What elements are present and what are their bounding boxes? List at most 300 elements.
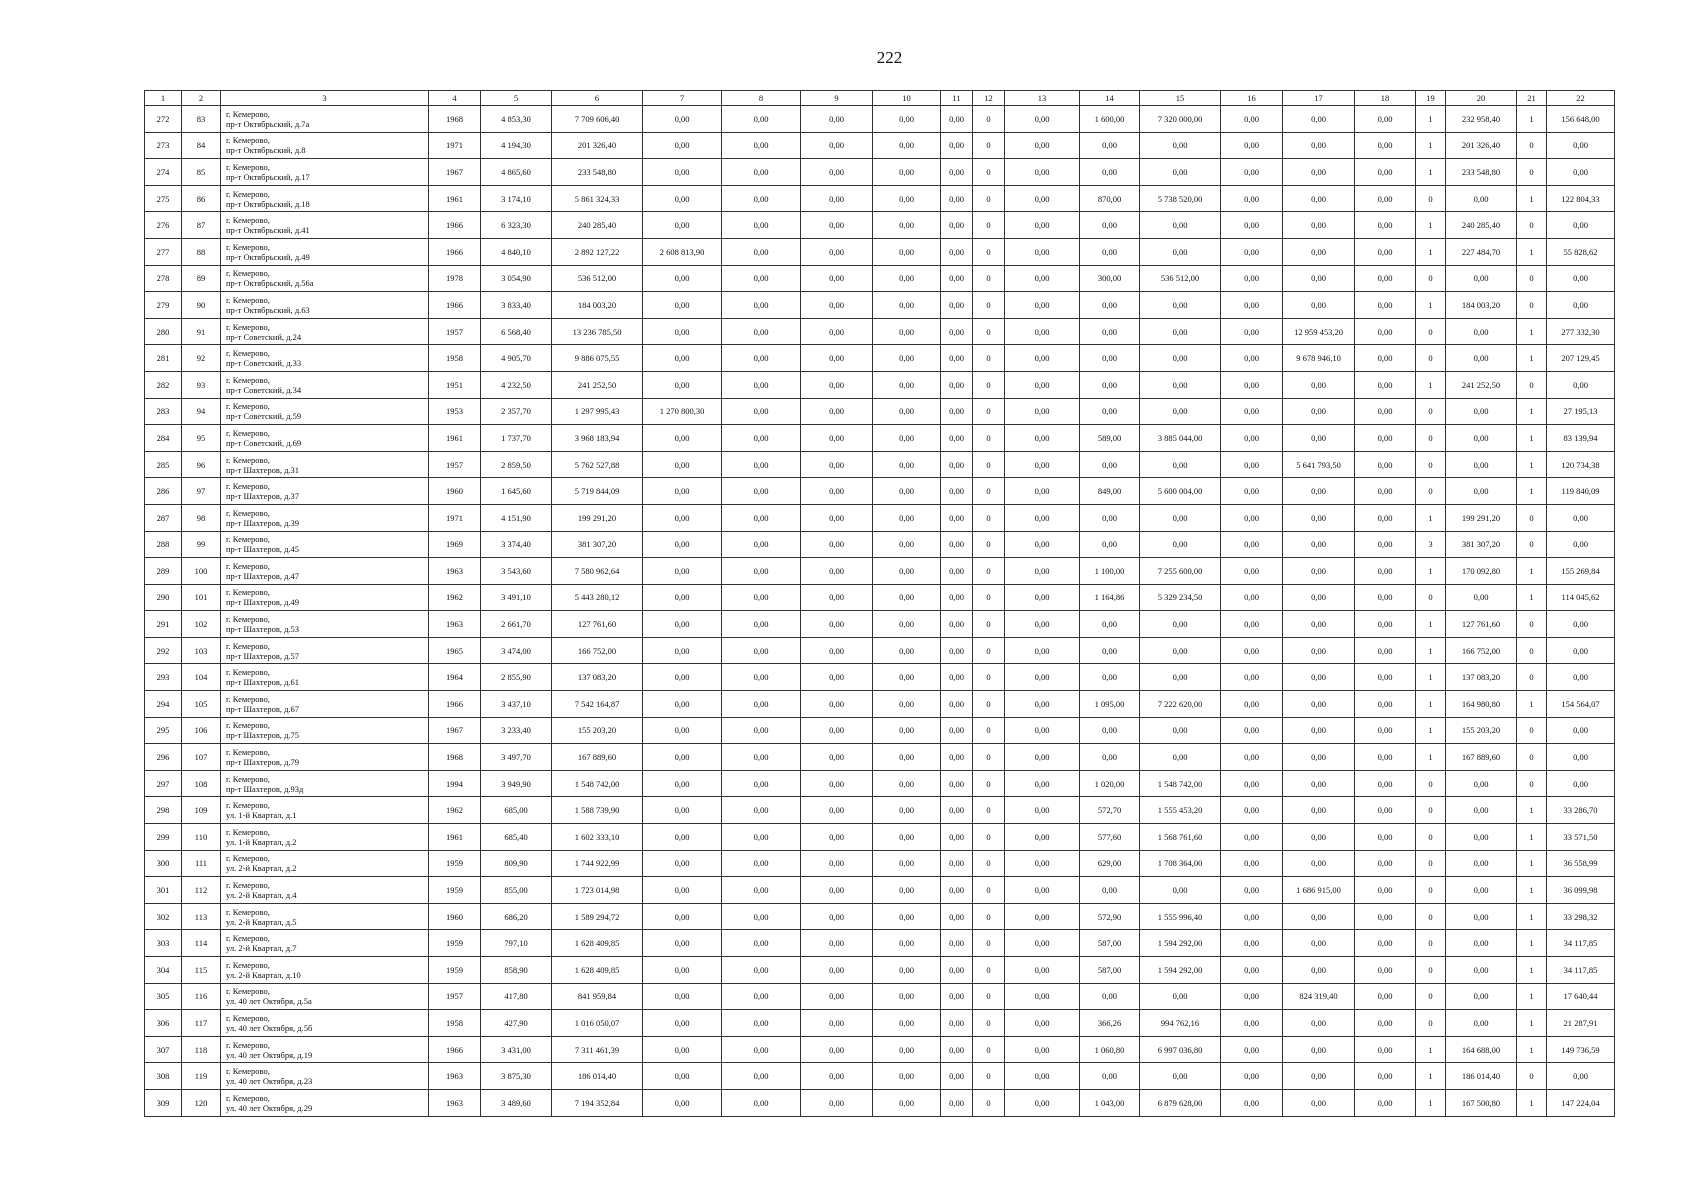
table-cell: 1 270 800,30 — [643, 398, 722, 425]
table-cell: 5 600 004,00 — [1140, 478, 1221, 505]
address-cell — [221, 584, 429, 611]
table-cell: 0,00 — [1221, 504, 1283, 531]
table-cell: 0,00 — [1005, 504, 1080, 531]
table-cell: 86 — [182, 185, 221, 212]
address-street: ул. 2-й Квартал, д.7 — [226, 943, 297, 954]
address-cell — [221, 238, 429, 265]
table-cell: 106 — [182, 717, 221, 744]
table-cell: 0,00 — [643, 1010, 722, 1037]
table-cell: 9 886 075,55 — [552, 345, 643, 372]
table-cell: 1 — [1416, 744, 1446, 771]
address-cell — [221, 1063, 429, 1090]
table-cell: 0,00 — [873, 106, 941, 133]
table-cell: 0,00 — [643, 717, 722, 744]
table-cell: 0,00 — [1080, 717, 1140, 744]
table-cell: 0,00 — [873, 611, 941, 638]
table-cell: 7 709 606,40 — [552, 106, 643, 133]
table-cell: 1 — [1416, 292, 1446, 319]
table-cell: 0 — [973, 106, 1005, 133]
table-cell: 0,00 — [643, 292, 722, 319]
table-cell: 4 194,30 — [481, 132, 552, 159]
table-cell: 137 083,20 — [1446, 664, 1517, 691]
table-cell: 417,80 — [481, 983, 552, 1010]
table-cell: 0 — [973, 451, 1005, 478]
table-cell: 1966 — [429, 292, 481, 319]
table-cell: 0,00 — [1080, 504, 1140, 531]
table-cell: 0,00 — [722, 292, 801, 319]
address-street: пр-т Октябрьский, д.8 — [226, 145, 306, 156]
table-cell: 1 — [1416, 717, 1446, 744]
table-cell: 0,00 — [941, 717, 973, 744]
table-cell: 0,00 — [1080, 398, 1140, 425]
table-cell: 0,00 — [1355, 451, 1416, 478]
table-cell: 281 — [145, 345, 182, 372]
table-cell: 112 — [182, 877, 221, 904]
address-city: г. Кемерово, — [226, 321, 270, 332]
table-cell: 55 828,62 — [1547, 238, 1615, 265]
table-cell: 1963 — [429, 1089, 481, 1116]
table-cell: 0,00 — [643, 478, 722, 505]
table-cell: 0,00 — [1355, 531, 1416, 558]
table-cell: 0,00 — [1355, 425, 1416, 452]
address-cell — [221, 770, 429, 797]
table-cell: 0,00 — [1547, 717, 1615, 744]
table-row — [145, 1063, 1615, 1090]
table-cell: 0,00 — [1080, 983, 1140, 1010]
table-cell: 0 — [1416, 584, 1446, 611]
table-cell: 0,00 — [941, 558, 973, 585]
table-cell: 858,90 — [481, 957, 552, 984]
table-cell: 0,00 — [801, 185, 873, 212]
table-cell: 0,00 — [1140, 983, 1221, 1010]
table-cell: 587,00 — [1080, 957, 1140, 984]
table-cell: 1951 — [429, 371, 481, 398]
table-cell: 0 — [1416, 425, 1446, 452]
address-city: г. Кемерово, — [226, 215, 270, 226]
table-cell: 1 723 014,98 — [552, 877, 643, 904]
address-cell — [221, 637, 429, 664]
table-cell: 0,00 — [1221, 345, 1283, 372]
table-cell: 0,00 — [1355, 1089, 1416, 1116]
table-cell: 1 — [1517, 425, 1547, 452]
table-cell: 0,00 — [722, 824, 801, 851]
table-cell: 0 — [973, 957, 1005, 984]
table-cell: 1 — [1517, 877, 1547, 904]
table-cell: 1 548 742,00 — [1140, 770, 1221, 797]
table-cell: 0,00 — [1355, 983, 1416, 1010]
table-cell: 102 — [182, 611, 221, 638]
table-cell: 0,00 — [1355, 824, 1416, 851]
table-cell: 0,00 — [1355, 318, 1416, 345]
table-cell: 0,00 — [1140, 159, 1221, 186]
table-cell: 0,00 — [1446, 1010, 1517, 1037]
table-cell: 275 — [145, 185, 182, 212]
table-cell: 0,00 — [873, 877, 941, 904]
table-cell: 841 959,84 — [552, 983, 643, 1010]
address-cell — [221, 717, 429, 744]
address-city: г. Кемерово, — [226, 800, 270, 811]
address-cell — [221, 159, 429, 186]
table-cell: 0,00 — [873, 345, 941, 372]
table-cell: 0,00 — [1355, 797, 1416, 824]
column-number-cell: 7 — [643, 91, 722, 106]
address-cell — [221, 797, 429, 824]
table-cell: 0,00 — [1355, 1010, 1416, 1037]
address-street: пр-т Шахтеров, д.75 — [226, 730, 300, 741]
table-cell: 0,00 — [873, 504, 941, 531]
table-cell: 93 — [182, 371, 221, 398]
table-cell: 0,00 — [722, 425, 801, 452]
table-cell: 0,00 — [1446, 425, 1517, 452]
table-cell: 1969 — [429, 531, 481, 558]
address-city: г. Кемерово, — [226, 161, 270, 172]
table-cell: 1957 — [429, 983, 481, 1010]
table-cell: 0,00 — [1547, 504, 1615, 531]
table-cell: 0 — [973, 292, 1005, 319]
table-cell: 0,00 — [643, 318, 722, 345]
address-city: г. Кемерово, — [226, 454, 270, 465]
table-cell: 1 — [1517, 797, 1547, 824]
table-cell: 1966 — [429, 1036, 481, 1063]
table-cell: 0,00 — [1140, 451, 1221, 478]
address-street: пр-т Октябрьский, д.63 — [226, 304, 310, 315]
table-cell: 0,00 — [1355, 265, 1416, 292]
address-city: г. Кемерово, — [226, 587, 270, 598]
address-cell — [221, 1010, 429, 1037]
address-city: г. Кемерово, — [226, 348, 270, 359]
table-cell: 274 — [145, 159, 182, 186]
table-cell: 0,00 — [722, 877, 801, 904]
table-cell: 309 — [145, 1089, 182, 1116]
table-cell: 0 — [1416, 877, 1446, 904]
table-cell: 0,00 — [873, 770, 941, 797]
table-cell: 0,00 — [722, 265, 801, 292]
address-city: г. Кемерово, — [226, 401, 270, 412]
table-cell: 0,00 — [722, 478, 801, 505]
address-street: пр-т Октябрьский, д.41 — [226, 225, 310, 236]
address-street: ул. 40 лет Октября, д.23 — [226, 1076, 313, 1087]
table-cell: 0 — [973, 584, 1005, 611]
table-cell: 0,00 — [722, 770, 801, 797]
table-cell: 0,00 — [643, 558, 722, 585]
address-city: г. Кемерово, — [226, 880, 270, 891]
table-cell: 0,00 — [801, 717, 873, 744]
table-cell: 0 — [973, 797, 1005, 824]
table-cell: 0,00 — [1221, 212, 1283, 239]
table-cell: 1 — [1416, 1063, 1446, 1090]
table-cell: 120 — [182, 1089, 221, 1116]
table-cell: 0,00 — [1005, 531, 1080, 558]
table-cell: 0,00 — [1547, 1063, 1615, 1090]
table-cell: 0,00 — [1283, 159, 1355, 186]
table-cell: 0 — [973, 717, 1005, 744]
table-cell: 5 329 234,50 — [1140, 584, 1221, 611]
table-cell: 0,00 — [722, 1010, 801, 1037]
table-cell: 2 357,70 — [481, 398, 552, 425]
address-cell — [221, 451, 429, 478]
column-number-cell: 20 — [1446, 91, 1517, 106]
table-cell: 0,00 — [801, 531, 873, 558]
address-street: пр-т Октябрьский, д.18 — [226, 198, 310, 209]
table-cell: 308 — [145, 1063, 182, 1090]
table-cell: 3 374,40 — [481, 531, 552, 558]
table-cell: 285 — [145, 451, 182, 478]
table-cell: 1962 — [429, 584, 481, 611]
address-cell — [221, 850, 429, 877]
table-cell: 0 — [1416, 850, 1446, 877]
table-cell: 0,00 — [801, 1063, 873, 1090]
table-cell: 0,00 — [1355, 877, 1416, 904]
table-cell: 0,00 — [1221, 1036, 1283, 1063]
table-cell: 1957 — [429, 451, 481, 478]
table-cell: 0 — [1416, 930, 1446, 957]
table-cell: 0 — [973, 930, 1005, 957]
table-cell: 304 — [145, 957, 182, 984]
table-cell: 0,00 — [1547, 132, 1615, 159]
page-number: 222 — [876, 48, 903, 67]
table-cell: 3 497,70 — [481, 744, 552, 771]
table-cell: 0 — [973, 1063, 1005, 1090]
column-number-cell: 4 — [429, 91, 481, 106]
table-cell: 0,00 — [1446, 451, 1517, 478]
table-row — [145, 637, 1615, 664]
table-cell: 119 — [182, 1063, 221, 1090]
table-cell: 0,00 — [722, 611, 801, 638]
table-cell: 1 — [1416, 159, 1446, 186]
column-number-cell: 13 — [1005, 91, 1080, 106]
table-cell: 0,00 — [1005, 691, 1080, 718]
table-cell: 164 980,80 — [1446, 691, 1517, 718]
table-cell: 0 — [973, 850, 1005, 877]
table-cell: 0,00 — [1005, 451, 1080, 478]
address-cell — [221, 611, 429, 638]
table-cell: 3 968 183,94 — [552, 425, 643, 452]
table-cell: 5 738 520,00 — [1140, 185, 1221, 212]
table-cell: 1 — [1416, 132, 1446, 159]
table-cell: 90 — [182, 292, 221, 319]
table-cell: 241 252,50 — [1446, 371, 1517, 398]
table-cell: 0,00 — [1283, 558, 1355, 585]
address-cell — [221, 398, 429, 425]
table-cell: 0,00 — [801, 238, 873, 265]
table-cell: 115 — [182, 957, 221, 984]
table-cell: 0,00 — [643, 531, 722, 558]
table-cell: 0,00 — [643, 1036, 722, 1063]
table-cell: 1 708 364,00 — [1140, 850, 1221, 877]
table-cell: 849,00 — [1080, 478, 1140, 505]
table-cell: 0,00 — [1547, 770, 1615, 797]
table-cell: 0,00 — [873, 1089, 941, 1116]
table-cell: 0,00 — [1005, 345, 1080, 372]
table-cell: 0,00 — [643, 903, 722, 930]
table-cell: 0,00 — [722, 691, 801, 718]
table-cell: 0,00 — [1140, 132, 1221, 159]
table-cell: 0,00 — [722, 132, 801, 159]
column-number-cell: 3 — [221, 91, 429, 106]
table-cell: 0,00 — [1283, 797, 1355, 824]
table-cell: 1 737,70 — [481, 425, 552, 452]
table-cell: 0,00 — [1221, 1063, 1283, 1090]
table-cell: 0,00 — [873, 664, 941, 691]
table-row — [145, 212, 1615, 239]
table-cell: 0,00 — [1080, 611, 1140, 638]
table-cell: 12 959 453,20 — [1283, 318, 1355, 345]
table-cell: 0,00 — [873, 292, 941, 319]
address-street: пр-т Советский, д.24 — [226, 331, 302, 342]
table-cell: 0,00 — [1221, 717, 1283, 744]
table-cell: 0 — [973, 1036, 1005, 1063]
address-cell — [221, 531, 429, 558]
table-cell: 0,00 — [1446, 478, 1517, 505]
table-cell: 186 014,40 — [1446, 1063, 1517, 1090]
table-cell: 994 762,16 — [1140, 1010, 1221, 1037]
table-cell: 0,00 — [1355, 292, 1416, 319]
table-cell: 0,00 — [722, 957, 801, 984]
table-cell: 1966 — [429, 212, 481, 239]
table-cell: 0,00 — [1005, 265, 1080, 292]
table-cell: 0,00 — [1221, 797, 1283, 824]
table-cell: 0,00 — [1005, 159, 1080, 186]
table-cell: 0,00 — [722, 637, 801, 664]
table-cell: 0,00 — [1221, 957, 1283, 984]
table-cell: 17 640,44 — [1547, 983, 1615, 1010]
table-cell: 1 — [1517, 451, 1547, 478]
table-cell: 0,00 — [1283, 132, 1355, 159]
table-cell: 0,00 — [1221, 531, 1283, 558]
table-cell: 89 — [182, 265, 221, 292]
table-cell: 0,00 — [941, 132, 973, 159]
address-cell — [221, 185, 429, 212]
table-cell: 0,00 — [1547, 637, 1615, 664]
table-cell: 0,00 — [643, 664, 722, 691]
table-cell: 306 — [145, 1010, 182, 1037]
table-cell: 0,00 — [1221, 478, 1283, 505]
table-cell: 0,00 — [643, 691, 722, 718]
table-cell: 1 594 292,00 — [1140, 957, 1221, 984]
table-cell: 0,00 — [801, 345, 873, 372]
table-cell: 381 307,20 — [552, 531, 643, 558]
address-city: г. Кемерово, — [226, 1092, 270, 1103]
table-cell: 0,00 — [941, 106, 973, 133]
table-cell: 272 — [145, 106, 182, 133]
table-cell: 0 — [973, 478, 1005, 505]
table-cell: 0,00 — [722, 238, 801, 265]
table-cell: 0 — [1517, 531, 1547, 558]
table-cell: 7 222 620,00 — [1140, 691, 1221, 718]
table-cell: 0,00 — [1446, 185, 1517, 212]
table-row — [145, 824, 1615, 851]
table-cell: 7 320 000,00 — [1140, 106, 1221, 133]
table-cell: 0,00 — [873, 957, 941, 984]
table-cell: 0,00 — [722, 930, 801, 957]
table-cell: 0,00 — [1221, 930, 1283, 957]
table-cell: 0,00 — [941, 637, 973, 664]
table-cell: 0,00 — [1355, 957, 1416, 984]
address-street: пр-т Шахтеров, д.37 — [226, 491, 300, 502]
table-cell: 83 — [182, 106, 221, 133]
table-cell: 0,00 — [1005, 824, 1080, 851]
table-cell: 0,00 — [1080, 877, 1140, 904]
table-cell: 1 016 050,07 — [552, 1010, 643, 1037]
table-cell: 3 437,10 — [481, 691, 552, 718]
table-cell: 3 491,10 — [481, 584, 552, 611]
table-cell: 7 542 164,87 — [552, 691, 643, 718]
table-cell: 0 — [1517, 744, 1547, 771]
table-cell: 0,00 — [1221, 1010, 1283, 1037]
table-cell: 0,00 — [1221, 159, 1283, 186]
table-cell: 1 100,00 — [1080, 558, 1140, 585]
table-cell: 0,00 — [1355, 238, 1416, 265]
address-street: пр-т Шахтеров, д.79 — [226, 757, 300, 768]
table-cell: 0,00 — [941, 345, 973, 372]
table-row — [145, 504, 1615, 531]
table-cell: 0,00 — [1005, 425, 1080, 452]
table-cell: 167 889,60 — [552, 744, 643, 771]
table-cell: 3 233,40 — [481, 717, 552, 744]
address-city: г. Кемерово, — [226, 294, 270, 305]
table-cell: 0 — [1517, 132, 1547, 159]
table-cell: 0,00 — [1355, 770, 1416, 797]
table-cell: 0,00 — [722, 664, 801, 691]
table-cell: 0,00 — [1221, 1089, 1283, 1116]
table-cell: 0,00 — [1005, 371, 1080, 398]
table-cell: 0,00 — [643, 770, 722, 797]
table-cell: 0,00 — [1221, 637, 1283, 664]
table-cell: 0,00 — [873, 425, 941, 452]
table-cell: 0,00 — [1446, 877, 1517, 904]
table-cell: 1962 — [429, 797, 481, 824]
table-cell: 0,00 — [1140, 1063, 1221, 1090]
table-cell: 3 — [1416, 531, 1446, 558]
address-city: г. Кемерово, — [226, 693, 270, 704]
table-cell: 0,00 — [873, 318, 941, 345]
table-cell: 0,00 — [1221, 292, 1283, 319]
table-cell: 0,00 — [643, 106, 722, 133]
table-cell: 0,00 — [643, 265, 722, 292]
table-cell: 0,00 — [941, 1010, 973, 1037]
table-cell: 0,00 — [873, 850, 941, 877]
table-cell: 0,00 — [1221, 877, 1283, 904]
table-cell: 0,00 — [722, 797, 801, 824]
table-cell: 0,00 — [1283, 238, 1355, 265]
address-street: пр-т Шахтеров, д.53 — [226, 624, 300, 635]
table-cell: 0,00 — [643, 611, 722, 638]
table-cell: 0,00 — [1283, 1010, 1355, 1037]
table-cell: 6 997 036,80 — [1140, 1036, 1221, 1063]
table-cell: 0,00 — [941, 584, 973, 611]
table-cell: 0,00 — [643, 345, 722, 372]
table-cell: 1 — [1517, 345, 1547, 372]
table-cell: 5 641 793,50 — [1283, 451, 1355, 478]
table-cell: 0,00 — [1005, 717, 1080, 744]
table-cell: 0,00 — [722, 159, 801, 186]
table-cell: 0,00 — [1446, 983, 1517, 1010]
table-cell: 277 332,30 — [1547, 318, 1615, 345]
table-cell: 3 174,10 — [481, 185, 552, 212]
table-cell: 0,00 — [1140, 504, 1221, 531]
table-cell: 0 — [973, 371, 1005, 398]
address-street: ул. 1-й Квартал, д.2 — [226, 836, 297, 847]
table-cell: 3 474,00 — [481, 637, 552, 664]
table-cell: 0,00 — [1005, 664, 1080, 691]
table-cell: 0 — [1517, 611, 1547, 638]
table-cell: 7 311 461,39 — [552, 1036, 643, 1063]
table-cell: 536 512,00 — [552, 265, 643, 292]
table-cell: 97 — [182, 478, 221, 505]
table-cell: 0,00 — [801, 584, 873, 611]
table-cell: 0,00 — [1140, 877, 1221, 904]
table-cell: 0,00 — [1080, 531, 1140, 558]
